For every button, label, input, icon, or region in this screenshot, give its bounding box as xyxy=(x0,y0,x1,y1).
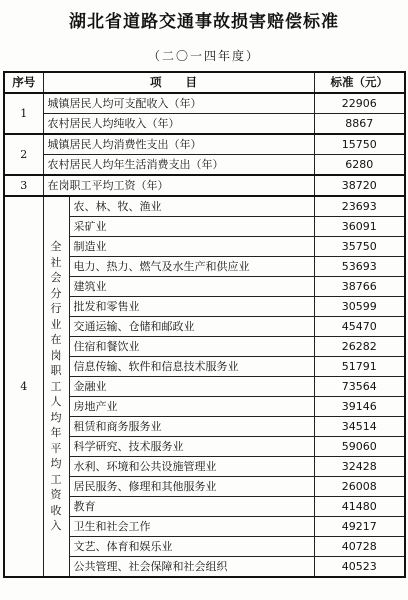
document-title: 湖北省道路交通事故损害赔偿标准 xyxy=(69,12,339,32)
table-header-row xyxy=(4,72,405,93)
compensation-table xyxy=(3,71,406,578)
row-item: 农、林、牧、渔业 xyxy=(69,196,314,217)
header-value: 标准（元） xyxy=(314,72,405,93)
row-value: 38766 xyxy=(314,277,405,297)
row-value: 39146 xyxy=(314,397,405,417)
row-item: 批发和零售业 xyxy=(69,297,314,317)
row-value: 40728 xyxy=(314,537,405,557)
row-item: 农村居民人均年生活消费支出（年） xyxy=(43,155,314,176)
row-value: 32428 xyxy=(314,457,405,477)
row-item: 教育 xyxy=(69,497,314,517)
row-item: 住宿和餐饮业 xyxy=(69,337,314,357)
group-number: 1 xyxy=(4,93,43,134)
row-value: 45470 xyxy=(314,317,405,337)
row-value: 38720 xyxy=(314,175,405,196)
group-number: 3 xyxy=(4,175,43,196)
row-value: 73564 xyxy=(314,377,405,397)
row-item: 居民服务、修理和其他服务业 xyxy=(69,477,314,497)
row-item: 房地产业 xyxy=(69,397,314,417)
industry-category-label xyxy=(43,196,69,577)
row-item: 租赁和商务服务业 xyxy=(69,417,314,437)
row-item: 制造业 xyxy=(69,237,314,257)
table-row xyxy=(4,114,405,135)
row-value: 51791 xyxy=(314,357,405,377)
row-value: 30599 xyxy=(314,297,405,317)
row-value: 40523 xyxy=(314,557,405,578)
row-item: 城镇居民人均消费性支出（年） xyxy=(43,134,314,155)
row-item: 电力、热力、燃气及水生产和供应业 xyxy=(69,257,314,277)
table-row xyxy=(4,93,405,114)
row-item: 交通运输、仓储和邮政业 xyxy=(69,317,314,337)
row-item: 农村居民人均纯收入（年） xyxy=(43,114,314,135)
row-value: 36091 xyxy=(314,217,405,237)
industry-category-text: 全社会分行业在岗职工人均年平均工资收入 xyxy=(50,240,62,533)
table-row xyxy=(4,196,405,217)
row-item: 建筑业 xyxy=(69,277,314,297)
row-value: 26282 xyxy=(314,337,405,357)
row-value: 35750 xyxy=(314,237,405,257)
row-value: 23693 xyxy=(314,196,405,217)
row-value: 59060 xyxy=(314,437,405,457)
row-value: 34514 xyxy=(314,417,405,437)
row-item: 信息传输、软件和信息技术服务业 xyxy=(69,357,314,377)
group-number: 2 xyxy=(4,134,43,175)
table-row xyxy=(4,134,405,155)
row-item: 公共管理、社会保障和社会组织 xyxy=(69,557,314,578)
document-subtitle: （二〇一四年度） xyxy=(147,49,260,63)
row-item: 城镇居民人均可支配收入（年） xyxy=(43,93,314,114)
row-value: 15750 xyxy=(314,134,405,155)
table-row xyxy=(4,175,405,196)
header-item: 项 目 xyxy=(43,72,314,93)
row-value: 8867 xyxy=(314,114,405,135)
row-item: 卫生和社会工作 xyxy=(69,517,314,537)
row-value: 41480 xyxy=(314,497,405,517)
row-value: 49217 xyxy=(314,517,405,537)
group-number: 4 xyxy=(4,196,43,577)
header-no: 序号 xyxy=(4,72,43,93)
row-value: 22906 xyxy=(314,93,405,114)
row-item: 文艺、体育和娱乐业 xyxy=(69,537,314,557)
table-row xyxy=(4,155,405,176)
row-item: 水利、环境和公共设施管理业 xyxy=(69,457,314,477)
row-value: 26008 xyxy=(314,477,405,497)
row-value: 53693 xyxy=(314,257,405,277)
row-item: 金融业 xyxy=(69,377,314,397)
row-item: 科学研究、技术服务业 xyxy=(69,437,314,457)
row-item: 在岗职工平均工资（年） xyxy=(43,175,314,196)
row-item: 采矿业 xyxy=(69,217,314,237)
row-value: 6280 xyxy=(314,155,405,176)
